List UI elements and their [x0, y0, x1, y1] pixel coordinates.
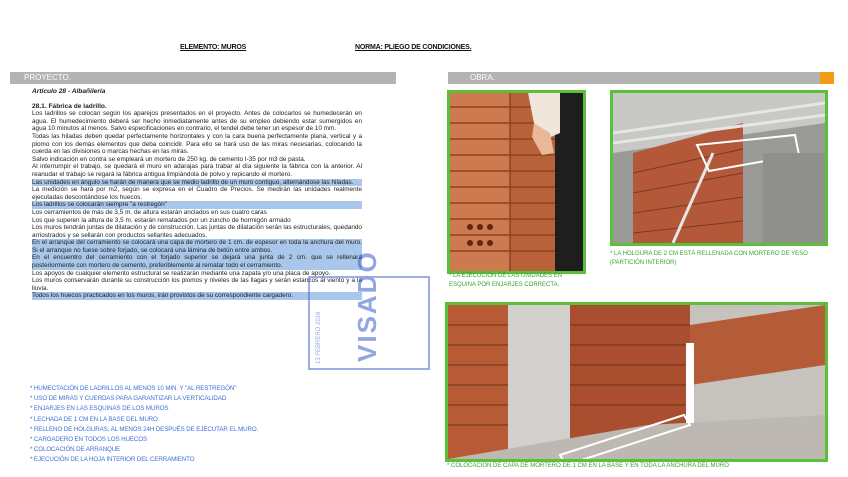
document-line: Al interrumpir el trabajo, se quedará el muro en adarajas para trabar al día siguiente la fábrica con la anterior. Al reanudar el trabajo se regará la fábrica antigua limpiándola de polvo y repicando el mortero. [32, 163, 362, 178]
stamp-date: 13 FEBRERO 2016 [316, 311, 322, 364]
document-body [32, 110, 362, 300]
brick-corner-image [450, 93, 583, 271]
note-item: * ENJARJES EN LAS ESQUINAS DE LOS MUROS [30, 405, 169, 413]
article-title: Artículo 28 - Albañilería [32, 88, 106, 95]
note-item: * HUMECTACIÓN DE LADRILLOS AL MENOS 10 MIN. Y "AL RESTREGÓN" [30, 385, 237, 392]
document-line: Los muros conservarán durante su construcción los plomos y niveles de las llagas y serán estancos al viento y a la lluvia. [32, 277, 362, 292]
document-line: Los cerramientos de más de 3,5 m. de altura estarán anclados en sus cuatro caras [32, 208, 267, 216]
notes-list [30, 384, 330, 466]
document-line: Los ladrillos se colocarán siempre "a restregón" [32, 201, 362, 209]
article-subtitle: 28.1. Fábrica de ladrillo. [32, 102, 107, 110]
document-line: Todos los huecos practicados en los muros, irán provistos de su correspondiente cargadero. [32, 292, 362, 300]
document-line: Todas las hiladas deben quedar perfectamente horizontales y con la cara buena perfectamente plana, vertical y a plomo con los demás elementos que deba coincidir. Para ello se hará uso de las miras necesarias, colocando la cuerda en las divisiones o marcas hechas en las miras. [32, 132, 362, 156]
note-item: * LECHADA DE 1 CM EN LA BASE DEL MURO [30, 415, 158, 423]
document-line: Las unidades en ángulo se harán de manera que se medio ladrillo de un muro contiguo, alternándose las hiladas. [32, 179, 362, 187]
document-line: Los apoyos de cualquier elemento estructural se realizarán mediante una zapata y/o una placa de apoyo. [32, 269, 331, 277]
visado-stamp [308, 250, 430, 370]
caption-photo3: * COLOCACIÓN DE CAPA DE MORTERO DE 1 CM EN LA BASE Y EN TODA LA ANCHURA DEL MURO [447, 463, 729, 469]
note-item: * COLOCACIÓN DE ARRANQUE [30, 446, 121, 454]
obra-bar [448, 72, 820, 84]
element-title: ELEMENTO: MUROS [180, 44, 247, 51]
document-line: En el arranque del cerramiento se colocará una capa de mortero de 1 cm. de espesor en toda la anchura del muro. Si el arranque no fuese sobre forjado, se colocará una lámina de betún entre ambos. [32, 239, 362, 254]
note-item: * RELLENO DE HOLGURAS, AL MENOS 24H DESPUÉS DE EJECUTAR EL MURO. [30, 425, 259, 433]
base-mortar-image [448, 305, 825, 459]
photo-brick-corner [447, 90, 586, 274]
note-item: * CARGADERO EN TODOS LOS HUECOS [30, 436, 148, 444]
photo-base-mortar [445, 302, 828, 462]
proyecto-label: PROYECTO. [24, 73, 71, 82]
document-line: Los muros tendrán juntas de dilatación y de construcción. Las juntas de dilatación serán las estructurales, quedando arriostrados y se sellarán con productos sellantes adecuados. [32, 224, 362, 239]
obra-label: OBRA. [470, 73, 495, 82]
proyecto-bar [10, 72, 396, 84]
note-item: * EJECUCIÓN DE LA HOJA INTERIOR DEL CERRAMIENTO [30, 456, 195, 464]
caption-photo1: * LA EJECUCIÓN DE LAS UNIDADES EN ESQUINA POR ENJARJES CORRECTA. [449, 273, 563, 288]
document-line: En el encuentro del cerramiento con el forjado superior se dejará una junta de 2 cm. que se rellenará posteriormente con mortero de cemento, preferiblemente al rematar todo el cerramiento. [32, 254, 362, 270]
norma-title: NORMA: PLIEGO DE CONDICIONES. [355, 44, 472, 51]
caption-photo2: * LA HOLGURA DE 2 CM ESTÁ RELLENADA CON MORTERO DE YESO (PARTICIÓN INTERIOR) [610, 251, 808, 266]
document-line: Salvo indicación en contra se empleará un mortero de 250 kg. de cemento I-35 por m3 de pasta. [32, 155, 306, 163]
document-line: La medición se hará por m2, según se expresa en el Cuadro de Precios. Se medirán las unidades realmente ejecutadas descontándose los huecos. [32, 186, 362, 201]
document-line: Los que superen la altura de 3,5 m. estarán rematados por un zuncho de hormigón armado [32, 216, 291, 224]
document-line: Los ladrillos se colocan según los aparejos presentados en el proyecto. Antes de colocarlos se humedecerán en agua. El humedecimiento deberá ser hecho inmediatamente antes de su empleo debiendo estar sumergidos en agua 10 minutos al menos. Salvo especificaciones en contrario, el tendel debe tener un espesor de 10 mm. [32, 110, 362, 133]
stamp-label: VISADO [352, 250, 382, 362]
interior-gap-image [613, 93, 825, 243]
note-item: * USO DE MIRAS Y CUERDAS PARA GARANTIZAR LA VERTICALIDAD [30, 395, 227, 403]
orange-marker [820, 72, 834, 84]
photo-interior-gap [610, 90, 828, 246]
